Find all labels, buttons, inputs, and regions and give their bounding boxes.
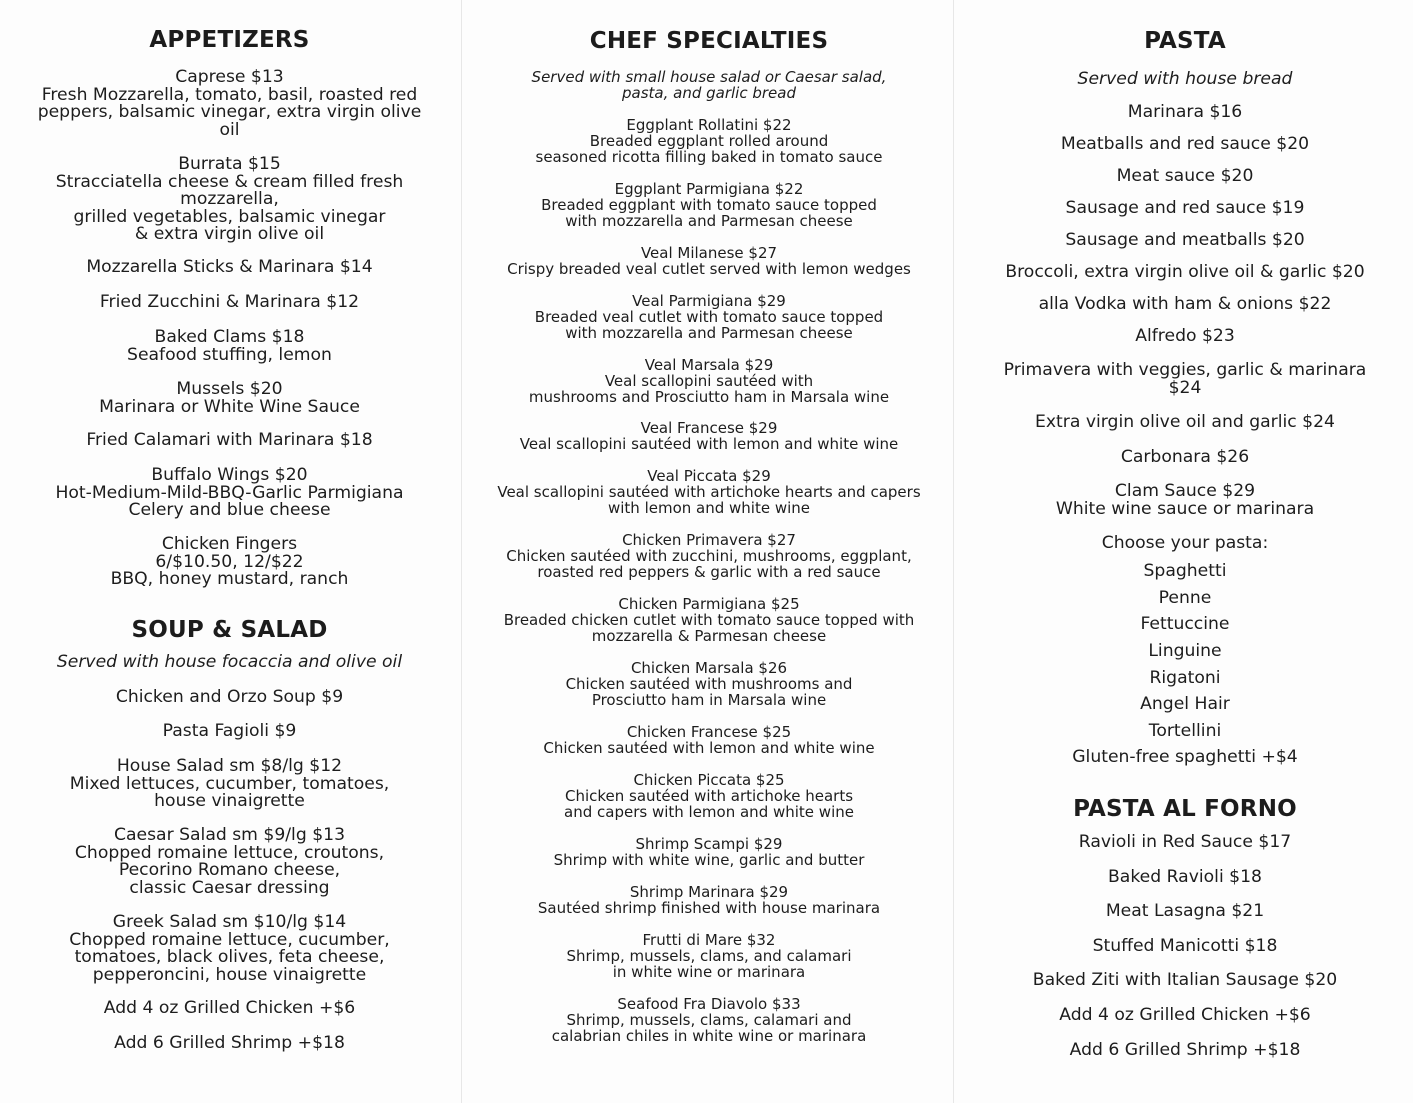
menu-item-description: calabrian chiles in white wine or marinara	[551, 1027, 867, 1045]
menu-item-name: Veal Milanese $27	[640, 244, 778, 262]
menu-item	[466, 181, 952, 229]
menu-item	[466, 596, 952, 644]
menu-item	[0, 69, 459, 139]
menu-item	[0, 1035, 459, 1053]
menu-item-name: Carbonara $26	[1120, 447, 1250, 467]
menu-item-name: Baked Ziti with Italian Sausage $20	[1032, 970, 1338, 990]
menu-item	[0, 294, 459, 312]
menu-item-name: Clam Sauce $29	[1114, 481, 1256, 501]
menu-item	[957, 616, 1413, 634]
pasta-al-forno-heading: PASTA AL FORNO	[1073, 796, 1297, 822]
menu-item-description: Chicken sautéed with zucchini, mushrooms, eggplant,	[506, 547, 912, 565]
menu-item-name: alla Vodka with ham & onions $22	[1038, 294, 1332, 314]
menu-item-description: Fresh Mozzarella, tomato, basil, roasted red	[41, 84, 418, 105]
menu-item	[957, 232, 1413, 250]
menu-item-name: Greek Salad sm $10/lg $14	[112, 912, 347, 932]
menu-item-name: Shrimp Marinara $29	[629, 883, 789, 901]
menu-item-description: house vinaigrette	[154, 791, 305, 811]
menu-item-description: with mozzarella and Parmesan cheese	[565, 324, 853, 342]
menu-item-name: Burrata $15	[178, 154, 281, 174]
menu-item	[466, 532, 952, 580]
menu-item	[957, 414, 1413, 432]
menu-item	[957, 362, 1413, 397]
menu-item	[0, 432, 459, 450]
menu-item-name: Veal Francese $29	[640, 419, 778, 437]
menu-item-description: & extra virgin olive oil	[134, 224, 325, 244]
menu-item-name: Gluten-free spaghetti +$4	[1072, 747, 1298, 767]
menu-item-name: Ravioli in Red Sauce $17	[1078, 832, 1292, 852]
menu-item	[466, 245, 952, 277]
menu-item-name: Stuffed Manicotti $18	[1092, 936, 1278, 956]
menu-item-name: Mozzarella Sticks & Marinara $14	[86, 257, 373, 277]
menu-item	[957, 869, 1413, 887]
soup-salad-subtitle: Served with house focaccia and olive oil	[56, 652, 403, 672]
menu-item-description: Veal scallopini sautéed with artichoke hearts and capers	[497, 483, 921, 501]
menu-item-name: Extra virgin olive oil and garlic $24	[1035, 412, 1335, 432]
menu-item-name: Caesar Salad sm $9/lg $13	[113, 825, 346, 845]
menu-item-name: Fried Zucchini & Marinara $12	[99, 292, 360, 312]
menu-item-name: Meat sauce $20	[1116, 166, 1254, 186]
pasta-heading: PASTA	[1144, 28, 1226, 54]
menu-item-name: Pasta Fagioli $9	[162, 721, 297, 741]
fold-line	[461, 0, 462, 1103]
menu-item-description: Crispy breaded veal cutlet served with lemon wedges	[507, 260, 911, 278]
menu-item-name: Broccoli, extra virgin olive oil & garlic $20	[1005, 262, 1365, 282]
menu-item-name: Marinara $16	[1127, 102, 1243, 122]
menu-item-name: Add 4 oz Grilled Chicken +$6	[103, 998, 356, 1018]
menu-item-name: Veal Marsala $29	[644, 356, 774, 374]
menu-item	[957, 563, 1413, 581]
menu-item-description: Hot-Medium-Mild-BBQ-Garlic Parmigiana	[55, 482, 404, 503]
menu-item-description: with lemon and white wine	[607, 499, 811, 517]
subtitle-line: Served with small house salad or Caesar salad,	[531, 68, 887, 86]
menu-item-description: Chopped romaine lettuce, cucumber,	[69, 929, 390, 950]
pasta-subtitle: Served with house bread	[1077, 69, 1293, 89]
menu-item-description: roasted red peppers & garlic with a red sauce	[537, 563, 881, 581]
menu-item-name: Eggplant Rollatini $22	[626, 116, 792, 134]
menu-item-name: Angel Hair	[1140, 694, 1230, 714]
menu-item-description: mushrooms and Prosciutto ham in Marsala wine	[528, 388, 890, 406]
menu-item-description: Chicken sautéed with mushrooms and	[565, 675, 853, 693]
menu-item-description: grilled vegetables, balsamic vinegar	[73, 206, 386, 227]
menu-item	[466, 117, 952, 165]
menu-item	[957, 483, 1413, 518]
fold-line	[953, 0, 954, 1103]
right-column	[957, 0, 1413, 1103]
menu-item-description: peppers, balsamic vinegar, extra virgin olive	[37, 102, 422, 122]
menu-item-name: Tortellini	[1148, 721, 1222, 741]
menu-item-description: BBQ, honey mustard, ranch	[110, 569, 349, 589]
menu-item-name: Buffalo Wings $20	[151, 465, 308, 485]
menu-item-name: Rigatoni	[1149, 668, 1221, 688]
menu-item-description: seasoned ricotta filling baked in tomato sauce	[535, 148, 883, 166]
menu-item-name: Frutti di Mare $32	[642, 931, 776, 949]
menu-item-description: $24	[1168, 377, 1202, 398]
menu-item	[957, 1042, 1413, 1060]
menu-item-name: Sausage and red sauce $19	[1065, 198, 1305, 218]
menu-item	[957, 449, 1413, 467]
menu-item-name: Chicken Primavera $27	[622, 531, 796, 549]
menu-item-name: Chicken and Orzo Soup $9	[115, 687, 344, 707]
menu-item-name: Eggplant Parmigiana $22	[614, 180, 804, 198]
menu-item-name: Baked Clams $18	[154, 327, 305, 347]
menu-item-name: Alfredo $23	[1135, 326, 1235, 346]
menu-item	[0, 329, 459, 364]
menu-item	[957, 1007, 1413, 1025]
menu-item-name: Baked Ravioli $18	[1108, 867, 1262, 887]
menu-item-name: Meatballs and red sauce $20	[1060, 134, 1310, 154]
menu-item	[957, 104, 1413, 122]
menu-item-name: Chicken Piccata $25	[633, 771, 785, 789]
menu-item	[957, 296, 1413, 314]
menu-item-name: Caprese $13	[175, 67, 284, 87]
menu-item	[957, 136, 1413, 154]
menu-item-description: Veal scallopini sautéed with	[604, 372, 814, 390]
menu-item	[466, 996, 952, 1044]
menu-item	[466, 836, 952, 868]
menu-item-name: Fettuccine	[1140, 614, 1230, 634]
menu-item-description: Mixed lettuces, cucumber, tomatoes,	[69, 773, 390, 794]
menu-item-description: with mozzarella and Parmesan cheese	[565, 212, 853, 230]
menu-item-description: oil	[219, 119, 240, 140]
menu-item-description: Sautéed shrimp finished with house marinara	[537, 899, 881, 917]
menu-item-name: Chicken Marsala $26	[630, 659, 788, 677]
menu-item-description: Pecorino Romano cheese,	[118, 860, 341, 880]
menu-item-name: Mussels $20	[176, 379, 283, 399]
menu-item-description: and capers with lemon and white wine	[564, 803, 854, 821]
menu-item	[957, 643, 1413, 661]
menu-item	[0, 914, 459, 984]
menu-item-name: Add 4 oz Grilled Chicken +$6	[1059, 1005, 1311, 1025]
menu-item-name: Linguine	[1148, 641, 1222, 661]
menu-item	[466, 293, 952, 341]
chef-specialties-heading: CHEF SPECIALTIES	[589, 28, 829, 54]
menu-item-description: Shrimp, mussels, clams, calamari and	[566, 1011, 852, 1029]
menu-item	[466, 932, 952, 980]
menu-item-name: Sausage and meatballs $20	[1065, 230, 1305, 250]
menu-item-name: Spaghetti	[1143, 561, 1227, 581]
menu-item	[957, 590, 1413, 608]
choose-pasta-label: Choose your pasta:	[1101, 533, 1269, 553]
menu-item-description: Marinara or White Wine Sauce	[99, 396, 360, 417]
left-column	[0, 0, 459, 1103]
menu-item-name: Chicken Francese $25	[626, 723, 792, 741]
menu-item	[0, 536, 459, 589]
menu-item-description: Breaded chicken cutlet with tomato sauce topped with	[503, 611, 915, 629]
menu-item-name: Add 6 Grilled Shrimp +$18	[114, 1033, 345, 1053]
menu-item-description: 6/$10.50, 12/$22	[155, 551, 304, 572]
menu-item-description: Shrimp, mussels, clams, and calamari	[566, 947, 852, 965]
subtitle-line: pasta, and garlic bread	[622, 84, 796, 102]
menu-item-name: Veal Piccata $29	[647, 467, 771, 485]
menu-item	[957, 200, 1413, 218]
menu-item-name: Shrimp Scampi $29	[635, 835, 783, 853]
menu-item	[0, 723, 459, 741]
menu-item-description: Shrimp with white wine, garlic and butter	[553, 851, 865, 869]
menu-item	[466, 724, 952, 756]
menu-item	[0, 1000, 459, 1018]
menu-item-description: pepperoncini, house vinaigrette	[92, 964, 367, 985]
menu-item-description: Chicken sautéed with artichoke hearts	[564, 787, 854, 805]
menu-item-name: Seafood Fra Diavolo $33	[617, 995, 801, 1013]
menu-item	[957, 168, 1413, 186]
menu-item	[957, 938, 1413, 956]
middle-column	[466, 0, 952, 1103]
menu-item	[957, 903, 1413, 921]
menu-item	[466, 884, 952, 916]
menu-item	[0, 827, 459, 897]
menu-item	[957, 670, 1413, 688]
menu-item	[0, 156, 459, 244]
menu-item-name: Meat Lasagna $21	[1105, 901, 1265, 921]
menu-item	[0, 381, 459, 416]
menu-item-description: tomatoes, black olives, feta cheese,	[74, 947, 385, 967]
appetizers-heading: APPETIZERS	[149, 27, 310, 53]
menu-item-description: White wine sauce or marinara	[1055, 498, 1315, 519]
menu-item-description: Chopped romaine lettuce, croutons,	[74, 842, 385, 863]
menu-item	[0, 689, 459, 707]
menu-item	[0, 259, 459, 277]
menu-item-description: mozzarella,	[180, 189, 279, 209]
menu-item-name: Veal Parmigiana $29	[632, 292, 786, 310]
soup-salad-heading: SOUP & SALAD	[131, 617, 328, 643]
menu-item	[466, 420, 952, 452]
menu-item-name: Add 6 Grilled Shrimp +$18	[1069, 1040, 1301, 1060]
menu-item	[957, 723, 1413, 741]
menu-item-description: Chicken sautéed with lemon and white wine	[543, 739, 875, 757]
menu-item	[466, 772, 952, 820]
menu-item-name: House Salad sm $8/lg $12	[116, 756, 343, 776]
menu-item	[957, 328, 1413, 346]
menu-item	[466, 660, 952, 708]
chef-specialties-subtitle	[466, 69, 952, 101]
menu-item-name: Chicken Parmigiana $25	[618, 595, 800, 613]
menu-item	[957, 834, 1413, 852]
menu-item	[0, 758, 459, 811]
menu-item-name: Fried Calamari with Marinara $18	[86, 430, 373, 450]
menu-item	[957, 264, 1413, 282]
menu-item-description: mozzarella & Parmesan cheese	[591, 627, 827, 645]
menu-item	[957, 749, 1413, 767]
menu-item	[957, 696, 1413, 714]
menu-item-description: Breaded eggplant rolled around	[589, 132, 829, 150]
menu-item-name: Primavera with veggies, garlic & marinara	[1003, 360, 1367, 380]
menu-item	[466, 468, 952, 516]
menu-item-description: Breaded veal cutlet with tomato sauce topped	[534, 308, 884, 326]
menu-item	[466, 357, 952, 405]
menu-item-description: in white wine or marinara	[612, 963, 806, 981]
menu-item	[0, 467, 459, 520]
menu-item-name: Chicken Fingers	[161, 534, 298, 554]
menu-item-description: classic Caesar dressing	[129, 877, 330, 898]
menu-item-name: Penne	[1158, 588, 1212, 608]
menu-item-description: Veal scallopini sautéed with lemon and white wine	[519, 435, 899, 453]
menu-item-description: Breaded eggplant with tomato sauce topped	[541, 196, 877, 214]
menu-item-description: Seafood stuffing, lemon	[127, 344, 332, 365]
menu-item-description: Celery and blue cheese	[128, 500, 331, 520]
menu-item	[957, 972, 1413, 990]
menu-item-description: Prosciutto ham in Marsala wine	[591, 691, 827, 709]
menu-item-description: Stracciatella cheese & cream filled fresh	[55, 171, 404, 192]
